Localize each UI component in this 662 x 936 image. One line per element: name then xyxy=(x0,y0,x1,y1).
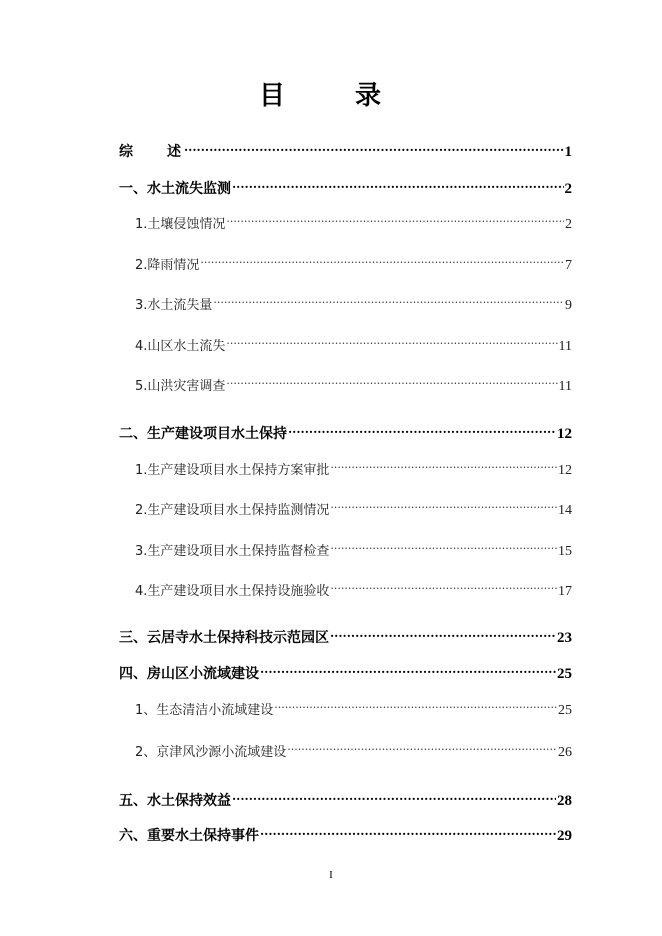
toc-entry-page: 23 xyxy=(557,630,572,646)
toc-entry-label: 综 述 xyxy=(119,144,183,160)
toc-entry-page: 11 xyxy=(558,379,572,394)
toc-entry-page: 9 xyxy=(565,298,572,313)
toc-entry-label: 1.生产建设项目水土保持方案审批 xyxy=(135,463,330,478)
toc-entry-page: 25 xyxy=(558,703,572,718)
toc-entry-label: 2.降雨情况 xyxy=(135,258,200,273)
toc-entry-label: 六、重要水土保持事件 xyxy=(119,828,259,844)
toc-entry-4-2[interactable] xyxy=(135,734,572,760)
toc-entry-page: 11 xyxy=(558,339,572,354)
toc-entry-page: 12 xyxy=(558,463,572,478)
toc-entry-label: 4.生产建设项目水土保持设施验收 xyxy=(135,584,330,599)
toc-entry-label: 4.山区水土流失 xyxy=(135,339,226,354)
toc-dot-leader xyxy=(213,287,564,309)
toc-entry-label: 5.山洪灾害调查 xyxy=(135,379,226,394)
toc-entry-page: 25 xyxy=(557,666,572,682)
toc-dot-leader xyxy=(274,692,557,714)
toc-entry-2-2[interactable] xyxy=(135,492,572,518)
toc-entry-section-6[interactable] xyxy=(119,818,572,844)
toc-dot-leader xyxy=(226,328,557,350)
toc-entry-1-1[interactable] xyxy=(135,206,572,232)
toc-entry-label: 1、生态清洁小流域建设 xyxy=(135,703,274,718)
toc-dot-leader xyxy=(200,247,564,269)
toc-dot-leader xyxy=(260,656,556,678)
toc-dot-leader xyxy=(232,171,564,193)
toc-entry-page: 1 xyxy=(564,144,572,160)
toc-dot-leader xyxy=(330,620,556,642)
toc-dot-leader xyxy=(288,416,556,438)
toc-entry-1-2[interactable] xyxy=(135,247,572,273)
toc-entry-page: 2 xyxy=(564,181,572,197)
toc-entry-page: 26 xyxy=(558,745,572,760)
toc-entry-1-3[interactable] xyxy=(135,287,572,313)
toc-entry-2-3[interactable] xyxy=(135,533,572,559)
toc-entry-page: 15 xyxy=(558,544,572,559)
toc-entry-section-2[interactable] xyxy=(119,416,572,442)
toc-entry-4-1[interactable] xyxy=(135,692,572,718)
toc-entry-section-3[interactable] xyxy=(119,620,572,646)
toc-entry-section-4[interactable] xyxy=(119,656,572,682)
page-number: I xyxy=(329,869,333,881)
toc-entry-label: 2、京津风沙源小流域建设 xyxy=(135,745,287,760)
toc-dot-leader xyxy=(330,492,557,514)
toc-entry-section-1[interactable] xyxy=(119,171,572,197)
page-title: 目 录 xyxy=(258,81,403,111)
toc-dot-leader xyxy=(226,206,564,228)
toc-entry-1-4[interactable] xyxy=(135,328,572,354)
toc-entry-label: 三、云居寺水土保持科技示范园区 xyxy=(119,630,329,646)
toc-entry-page: 17 xyxy=(558,584,572,599)
toc-entry-1-5[interactable] xyxy=(135,368,572,394)
toc-dot-leader xyxy=(232,783,556,805)
toc-entry-overview[interactable] xyxy=(119,134,572,160)
toc-entry-section-5[interactable] xyxy=(119,783,572,809)
toc-entry-2-4[interactable] xyxy=(135,573,572,599)
toc-entry-page: 12 xyxy=(557,426,572,442)
toc-entry-label: 一、水土流失监测 xyxy=(119,181,231,197)
toc-entry-label: 四、房山区小流域建设 xyxy=(119,666,259,682)
toc-dot-leader xyxy=(260,818,556,840)
toc-dot-leader xyxy=(287,734,557,756)
toc-entry-page: 2 xyxy=(565,217,572,232)
toc-entry-label: 二、生产建设项目水土保持 xyxy=(119,426,287,442)
toc-entry-label: 2.生产建设项目水土保持监测情况 xyxy=(135,503,330,518)
toc-entry-label: 3.水土流失量 xyxy=(135,298,213,313)
toc-entry-2-1[interactable] xyxy=(135,452,572,478)
toc-entry-page: 28 xyxy=(557,793,572,809)
toc-dot-leader xyxy=(330,533,557,555)
toc-entry-page: 29 xyxy=(557,828,572,844)
toc-entry-label: 1.土壤侵蚀情况 xyxy=(135,217,226,232)
toc-entry-page: 7 xyxy=(565,258,572,273)
toc-dot-leader xyxy=(226,368,557,390)
toc-dot-leader xyxy=(330,573,557,595)
toc-dot-leader xyxy=(184,134,564,156)
toc-entry-page: 14 xyxy=(558,503,572,518)
toc-entry-label: 五、水土保持效益 xyxy=(119,793,231,809)
toc-dot-leader xyxy=(330,452,557,474)
toc-entry-label: 3.生产建设项目水土保持监督检查 xyxy=(135,544,330,559)
